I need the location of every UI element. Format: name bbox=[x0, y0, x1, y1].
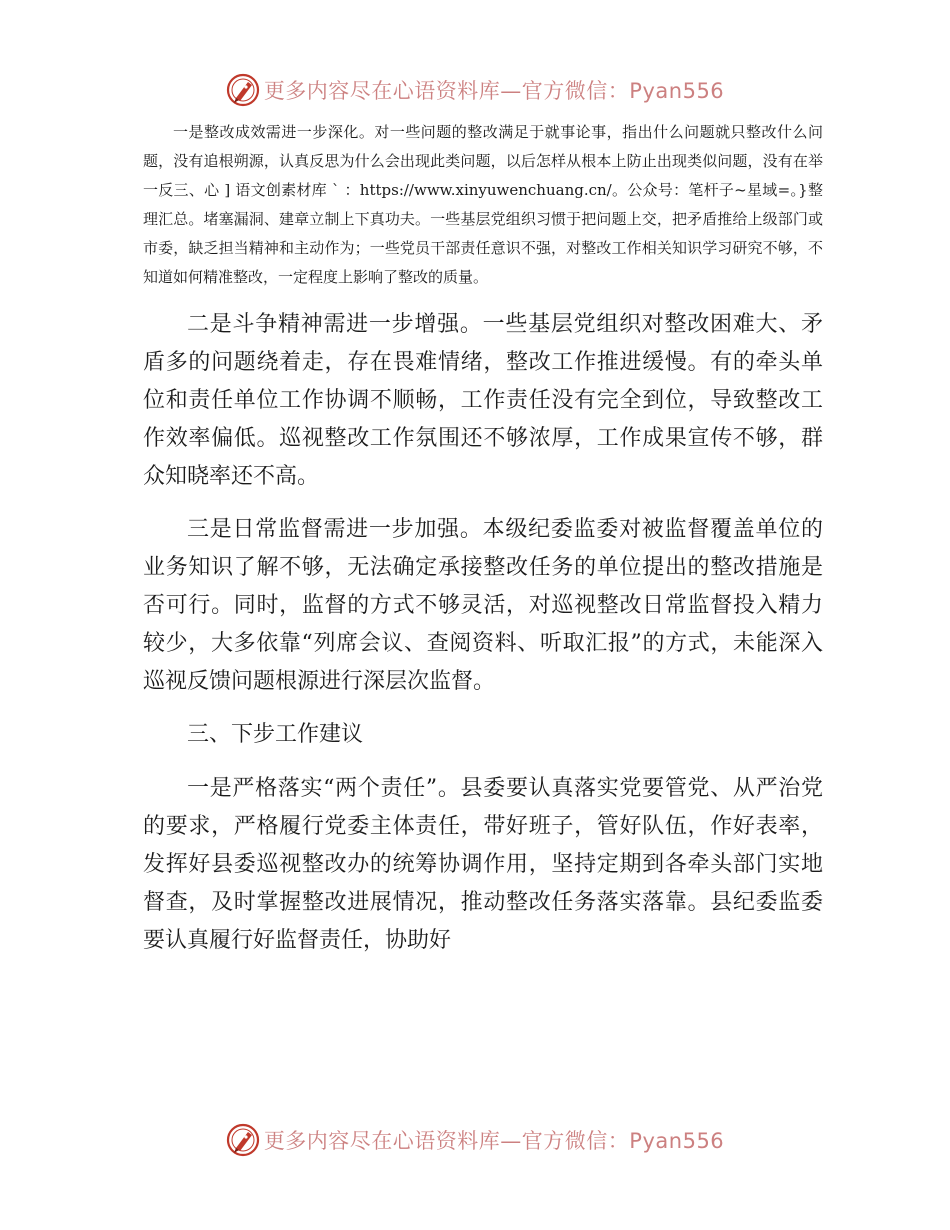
paragraph-two-responsibilities: 一是严格落实“两个责任”。县委要认真落实党要管党、从严治党的要求，严格履行党委主体责任，带好班子，管好队伍，作好表率，发挥好县委巡视整改办的统筹协调作用，坚持定期到各牵头部门实地督查，及时掌握整改进展情况，推动整改任务落实落靠。县纪委监委要认真履行好监督责任，协助好 bbox=[143, 776, 823, 953]
pen-nib-logo-icon bbox=[226, 1123, 260, 1157]
banner-text: 更多内容尽在心语资料库—官方微信：Pyan556 bbox=[263, 79, 725, 103]
paragraph-daily-supervision: 三是日常监督需进一步加强。本级纪委监委对被监督覆盖单位的业务知识了解不够，无法确定承接整改任务的单位提出的整改措施是否可行。同时，监督的方式不够灵活，对巡视整改日常监督投入精力较少，大多依靠“列席会议、查阅资料、听取汇报”的方式，未能深入巡视反馈问题根源进行深层次监督。 bbox=[143, 517, 823, 694]
document-body bbox=[143, 118, 823, 975]
section-heading: 三、下步工作建议 bbox=[187, 722, 364, 747]
paragraph-rectification-effect: 一是整改成效需进一步深化。对一些问题的整改满足于就事论事，指出什么问题就只整改什么问题，没有追根朔源，认真反思为什么会出现此类问题，以后怎样从根本上防止出现类似问题，没有在举一反三、心 ] 语文创素材库 ` ：https://www.xinyuwenchuang.cn/。公众号：笔杆子~星域=。}整理汇总。堵塞漏洞、建章立制上下真功夫。一些基层党组织习惯于把问题上交，把矛盾推给上级部门或市委，缺乏担当精神和主动作为；一些党员干部责任意识不强，对整改工作相关知识学习研究不够，不知道如何精准整改，一定程度上影响了整改的质量。 bbox=[143, 123, 823, 286]
paragraph-struggle-spirit: 二是斗争精神需进一步增强。一些基层党组织对整改困难大、矛盾多的问题绕着走，存在畏难情绪，整改工作推进缓慢。有的牵头单位和责任单位工作协调不顺畅，工作责任没有完全到位，导致整改工作效率偏低。巡视整改工作氛围还不够浓厚，工作成果宣传不够，群众知晓率还不高。 bbox=[143, 312, 823, 489]
footer-banner bbox=[0, 1118, 950, 1162]
banner-text: 更多内容尽在心语资料库—官方微信：Pyan556 bbox=[263, 1129, 725, 1153]
header-banner bbox=[0, 68, 950, 112]
pen-nib-logo-icon bbox=[226, 73, 260, 107]
